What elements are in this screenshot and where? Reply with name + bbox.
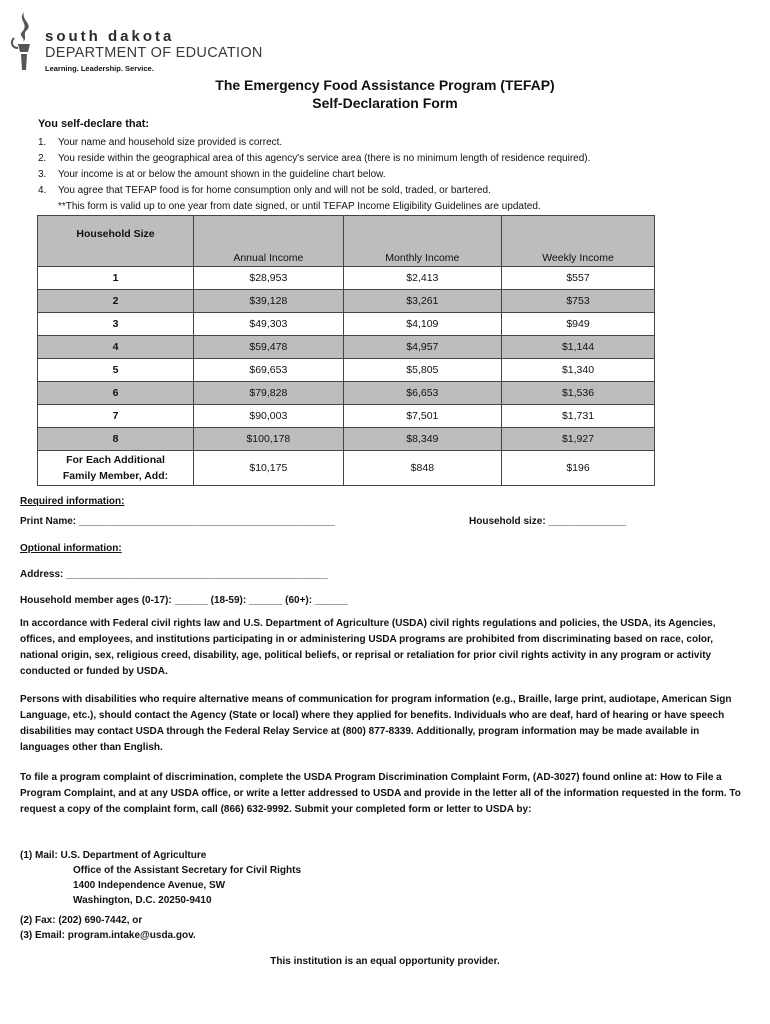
table-row bbox=[38, 405, 655, 428]
monthly-cell: $2,413 bbox=[343, 267, 501, 290]
complaint-statement: To file a program complaint of discrimination, complete the USDA Program Discrimination Complaint Form, (AD-3027) found online at: How to File a Program Complaint, and at any USDA office, or write a letter addressed to USDA and provide in the letter all of the information requested in the form. To request a copy of the complaint form, call (866) 632-9992. Submit your completed form or letter to USDA by: bbox=[20, 772, 741, 815]
household-size-cell: 2 bbox=[38, 290, 194, 313]
household-size-cell: 1 bbox=[38, 267, 194, 290]
monthly-cell: $3,261 bbox=[343, 290, 501, 313]
fax-email-contacts bbox=[20, 913, 196, 943]
annual-cell: $100,178 bbox=[194, 428, 344, 451]
household-size-field[interactable]: Household size: ______________ bbox=[469, 516, 627, 527]
optional-info-heading: Optional information: bbox=[20, 543, 122, 554]
table-row bbox=[38, 290, 655, 313]
table-row bbox=[38, 382, 655, 405]
validity-note: **This form is valid up to one year from date signed, or until TEFAP Income Eligibility Guidelines are updated. bbox=[58, 201, 541, 212]
weekly-cell: $1,731 bbox=[502, 405, 655, 428]
item-number: 1. bbox=[38, 137, 47, 148]
declaration-item bbox=[38, 167, 738, 183]
weekly-cell: $1,536 bbox=[502, 382, 655, 405]
print-name-field[interactable]: Print Name: ______________________________________________ bbox=[20, 516, 335, 527]
mail-address bbox=[20, 848, 301, 908]
additional-member-row bbox=[38, 451, 655, 486]
household-size-cell: 7 bbox=[38, 405, 194, 428]
mail-line-2: Office of the Assistant Secretary for Civil Rights bbox=[73, 865, 302, 876]
logo-tagline: Learning. Leadership. Service. bbox=[45, 64, 154, 73]
additional-label-line2: Family Member, Add: bbox=[62, 470, 169, 482]
disabilities-statement: Persons with disabilities who require alternative means of communication for program information (e.g., Braille, large print, audiotape, American Sign Language, etc.), should contact the Agency (State or local) where they applied for benefits. Individuals who are deaf, hard of hearing or have speech disabilities may contact USDA through the Federal Relay Service at (800) 877-8339. Additionally, program information may be made available in languages other than English. bbox=[20, 694, 732, 753]
annual-cell: $28,953 bbox=[194, 267, 344, 290]
item-number: 3. bbox=[38, 169, 47, 180]
declaration-item bbox=[38, 135, 738, 151]
annual-cell: $90,003 bbox=[194, 405, 344, 428]
table-row bbox=[38, 267, 655, 290]
address-field[interactable]: Address: _______________________________________________ bbox=[20, 569, 328, 580]
weekly-cell: $557 bbox=[502, 267, 655, 290]
form-title: The Emergency Food Assistance Program (TEFAP) bbox=[215, 77, 555, 93]
annual-cell: $39,128 bbox=[194, 290, 344, 313]
monthly-cell: $7,501 bbox=[343, 405, 501, 428]
table-row bbox=[38, 313, 655, 336]
declaration-list bbox=[38, 135, 738, 215]
household-size-cell: 8 bbox=[38, 428, 194, 451]
declaration-item bbox=[38, 151, 738, 167]
self-declare-heading: You self-declare that: bbox=[38, 118, 150, 130]
email-line: (3) Email: program.intake@usda.gov. bbox=[20, 930, 196, 941]
weekly-cell: $949 bbox=[502, 313, 655, 336]
table-row bbox=[38, 359, 655, 382]
monthly-cell: $5,805 bbox=[343, 359, 501, 382]
annual-cell: $59,478 bbox=[194, 336, 344, 359]
equal-opportunity-statement: This institution is an equal opportunity provider. bbox=[270, 956, 500, 967]
household-size-cell: 6 bbox=[38, 382, 194, 405]
item-text: Your income is at or below the amount shown in the guideline chart below. bbox=[58, 169, 386, 180]
household-ages-field[interactable]: Household member ages (0-17): ______ (18-59): ______ (60+): ______ bbox=[20, 595, 349, 606]
mail-line-3: 1400 Independence Avenue, SW bbox=[73, 880, 226, 891]
weekly-cell: $1,340 bbox=[502, 359, 655, 382]
annual-cell: $79,828 bbox=[194, 382, 344, 405]
weekly-cell: $753 bbox=[502, 290, 655, 313]
monthly-cell: $4,109 bbox=[343, 313, 501, 336]
item-text: Your name and household size provided is correct. bbox=[58, 137, 283, 148]
col-household-size: Household Size bbox=[38, 216, 194, 267]
household-size-cell: 5 bbox=[38, 359, 194, 382]
logo-state: south dakota bbox=[45, 28, 175, 45]
household-size-cell: 3 bbox=[38, 313, 194, 336]
monthly-cell: $8,349 bbox=[343, 428, 501, 451]
table-header-row bbox=[38, 216, 655, 267]
additional-monthly-cell: $848 bbox=[343, 451, 501, 486]
civil-rights-statement: In accordance with Federal civil rights law and U.S. Department of Agriculture (USDA) civil rights regulations and policies, the USDA, its Agencies, offices, and employees, and institutions participating in or administering USDA programs are prohibited from discriminating based on race, color, national origin, sex, religious creed, disability, age, political beliefs, or reprisal or retaliation for prior civil rights activity in any program or activity conducted or funded by USDA. bbox=[20, 618, 716, 677]
item-number: 4. bbox=[38, 185, 47, 196]
required-info-heading: Required information: bbox=[20, 496, 125, 507]
monthly-cell: $6,653 bbox=[343, 382, 501, 405]
additional-label-line1: For Each Additional bbox=[66, 454, 165, 466]
col-weekly-income: Weekly Income bbox=[502, 216, 655, 267]
logo-department: DEPARTMENT OF EDUCATION bbox=[45, 45, 263, 61]
declaration-item bbox=[38, 183, 738, 199]
weekly-cell: $1,927 bbox=[502, 428, 655, 451]
annual-cell: $69,653 bbox=[194, 359, 344, 382]
mail-line-1: (1) Mail: U.S. Department of Agriculture bbox=[20, 850, 207, 861]
item-text: You agree that TEFAP food is for home consumption only and will not be sold, traded, or bartered. bbox=[58, 185, 491, 196]
additional-member-label bbox=[38, 451, 194, 486]
torch-icon bbox=[8, 8, 40, 72]
table-row bbox=[38, 336, 655, 359]
household-size-cell: 4 bbox=[38, 336, 194, 359]
mail-line-4: Washington, D.C. 20250-9410 bbox=[73, 895, 212, 906]
sd-doe-logo bbox=[8, 8, 298, 72]
col-monthly-income: Monthly Income bbox=[343, 216, 501, 267]
weekly-cell: $1,144 bbox=[502, 336, 655, 359]
item-text: You reside within the geographical area of this agency's service area (there is no minimum length of residence required). bbox=[58, 153, 591, 164]
fax-line: (2) Fax: (202) 690-7442, or bbox=[20, 915, 143, 926]
annual-cell: $49,303 bbox=[194, 313, 344, 336]
col-annual-income: Annual Income bbox=[194, 216, 344, 267]
monthly-cell: $4,957 bbox=[343, 336, 501, 359]
additional-weekly-cell: $196 bbox=[502, 451, 655, 486]
table-row bbox=[38, 428, 655, 451]
income-guidelines-table bbox=[37, 215, 655, 486]
item-number: 2. bbox=[38, 153, 47, 164]
additional-annual-cell: $10,175 bbox=[194, 451, 344, 486]
form-subtitle: Self-Declaration Form bbox=[312, 95, 458, 111]
